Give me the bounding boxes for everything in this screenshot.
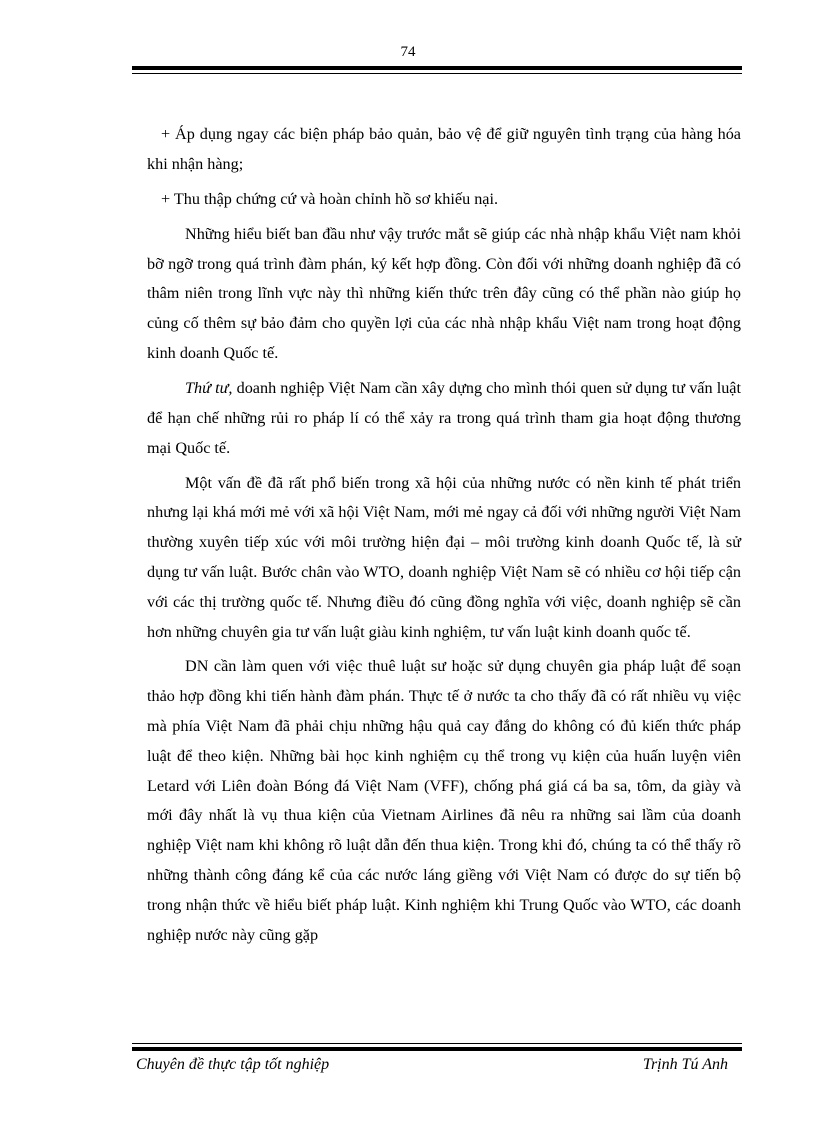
body-text	[147, 120, 741, 956]
bullet-paragraph	[147, 185, 741, 215]
bullet-paragraph	[147, 120, 741, 180]
paragraph	[147, 652, 741, 950]
header-rule-thin	[132, 73, 742, 74]
paragraph-text: Những hiểu biết ban đầu như vậy trước mắt sẽ giúp các nhà nhập khẩu Việt nam khỏi bỡ ngỡ trong quá trình đàm phán, ký kết hợp đồng. Còn đối với những doanh nghiệp đã có thâm niên trong lĩnh vực này thì những kiến thức trên đây cũng có thể phần nào giúp họ củng cố thêm sự bảo đảm cho quyền lợi của các nhà nhập khẩu Việt nam trong hoạt động kinh doanh Quốc tế.	[147, 224, 741, 362]
footer-author: Trịnh Tú Anh	[642, 1056, 728, 1073]
paragraph	[147, 469, 741, 648]
header-rule-thick	[132, 66, 742, 70]
paragraph-text: DN cần làm quen với việc thuê luật sư hoặc sử dụng chuyên gia pháp luật để soạn thảo hợp đồng khi tiến hành đàm phán. Thực tế ở nước ta cho thấy đã có rất nhiều vụ việc mà phía Việt Nam đã phải chịu những hậu quả cay đắng do không có đủ kiến thức pháp luật để theo kiện. Những bài học kinh nghiệm cụ thể trong vụ kiện của huấn luyện viên Letard với Liên đoàn Bóng đá Việt Nam (VFF), chống phá giá cá ba sa, tôm, da giày và mới đây nhất là vụ thua kiện của Vietnam Airlines đã nêu ra những sai lầm của doanh nghiệp Việt nam khi không rõ luật dẫn đến thua kiện. Trong khi đó, chúng ta có thể thấy rõ những thành công đáng kể của các nước láng giềng với Việt Nam có được do sự tiến bộ trong nhận thức về hiểu biết pháp luật. Kinh nghiệm khi Trung Quốc vào WTO, các doanh nghiệp nước này cũng gặp	[147, 657, 741, 944]
paragraph-lead-italic: Thứ tư,	[185, 378, 233, 397]
footer-rule-thick	[132, 1047, 742, 1051]
footer-rule-thin	[132, 1043, 742, 1044]
paragraph-text: + Thu thập chứng cứ và hoàn chỉnh hồ sơ khiếu nại.	[161, 189, 499, 208]
paragraph-text: doanh nghiệp Việt Nam cần xây dựng cho mình thói quen sử dụng tư vấn luật để hạn chế những rủi ro pháp lí có thể xảy ra trong quá trình tham gia hoạt động thương mại Quốc tế.	[147, 378, 741, 457]
footer-title: Chuyên đề thực tập tốt nghiệp	[136, 1056, 330, 1073]
paragraph-text: Một vấn đề đã rất phổ biến trong xã hội của những nước có nền kinh tế phát triển nhưng lại khá mới mẻ với xã hội Việt Nam, mới mẻ ngay cả đối với những người Việt Nam thường xuyên tiếp xúc với môi trường hiện đại – môi trường kinh doanh Quốc tế, là sử dụng tư vấn luật. Bước chân vào WTO, doanh nghiệp Việt Nam sẽ có nhiều cơ hội tiếp cận với các thị trường quốc tế. Nhưng điều đó cũng đồng nghĩa với việc, doanh nghiệp sẽ cần hơn những chuyên gia tư vấn luật giàu kinh nghiệm, tư vấn luật kinh doanh quốc tế.	[147, 473, 741, 641]
paragraph-text: + Áp dụng ngay các biện pháp bảo quản, bảo vệ để giữ nguyên tình trạng của hàng hóa khi nhận hàng;	[147, 125, 741, 173]
paragraph	[147, 220, 741, 369]
page-number: 74	[400, 44, 416, 60]
paragraph	[147, 374, 741, 463]
